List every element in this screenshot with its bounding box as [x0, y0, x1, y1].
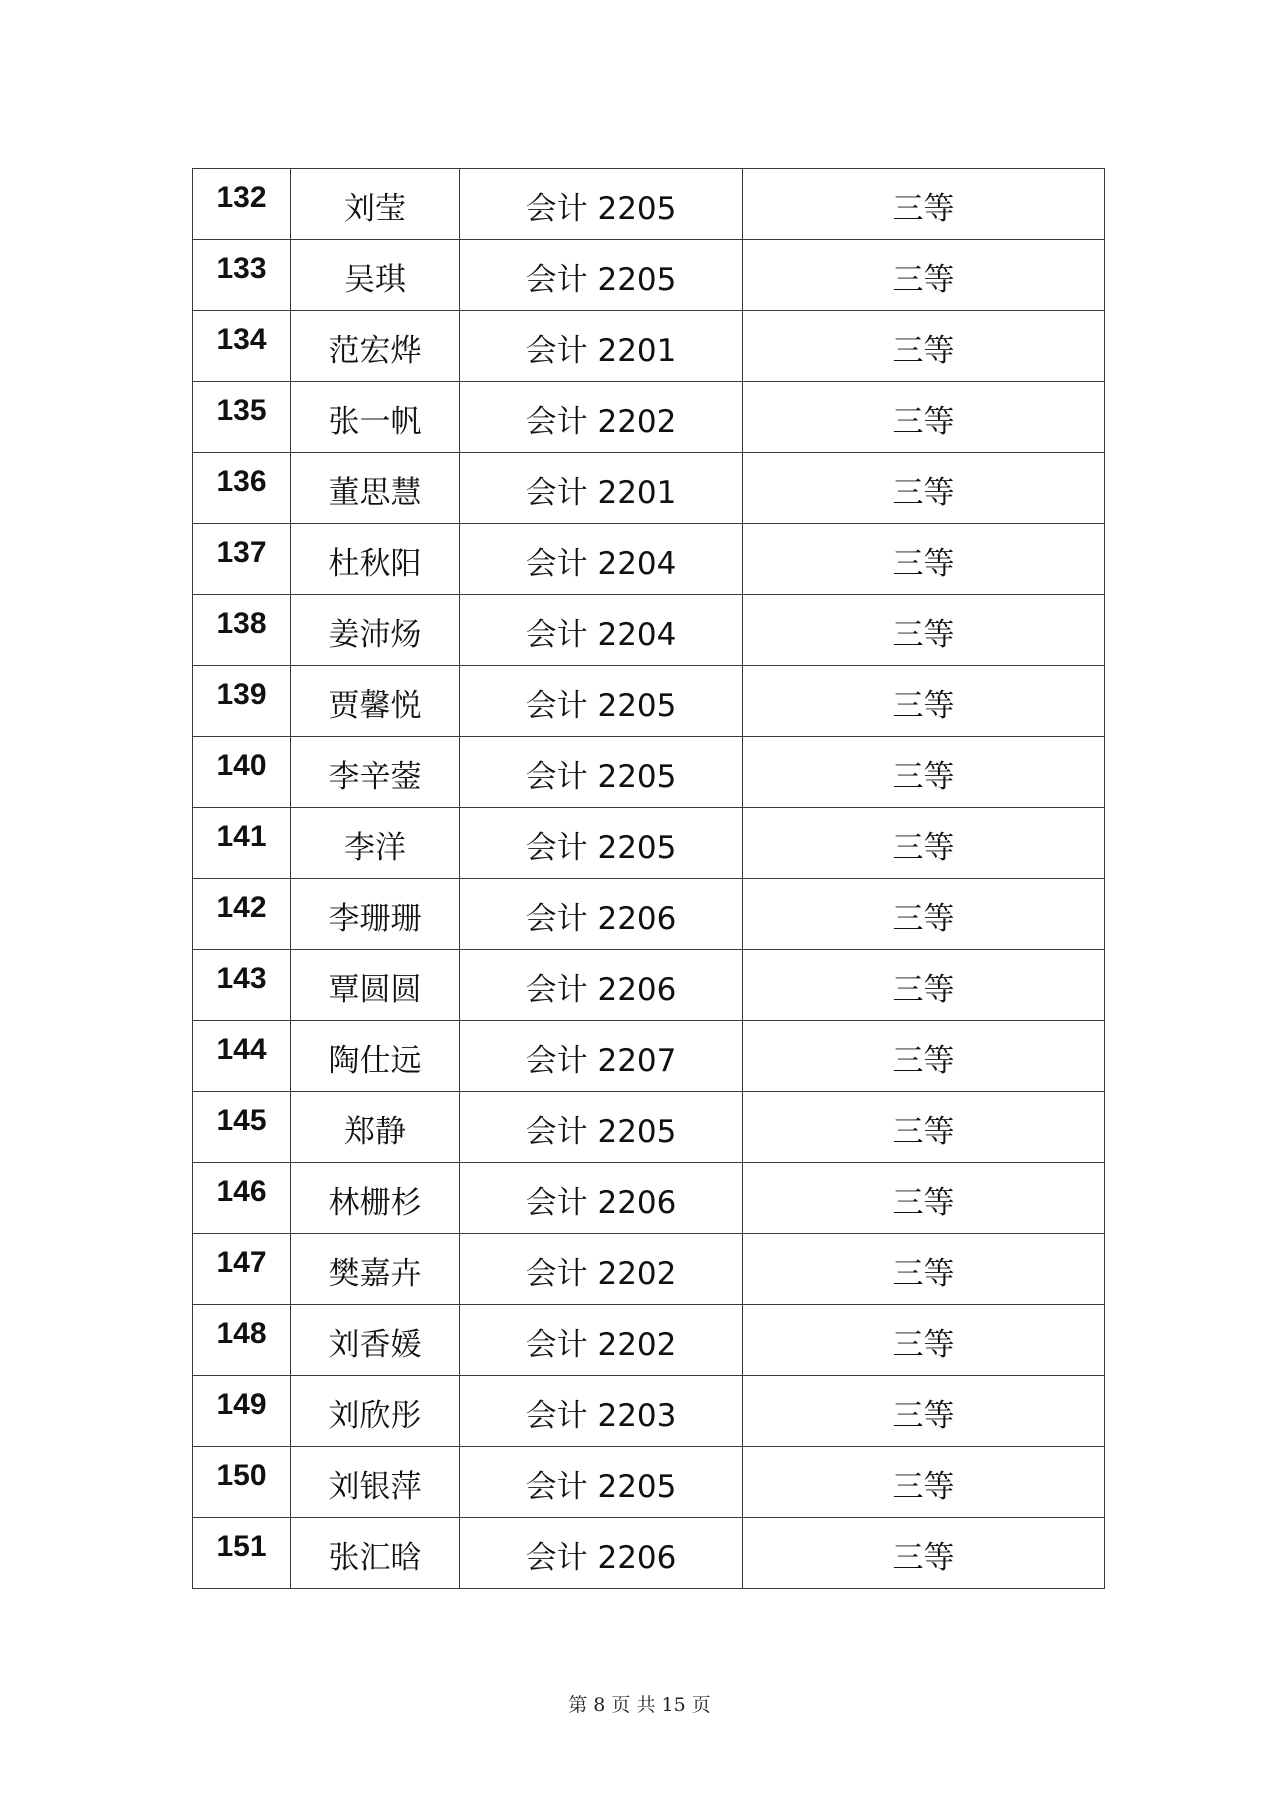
student-name: 董思慧	[328, 474, 422, 511]
table-row	[193, 1163, 1105, 1234]
name-cell	[291, 595, 460, 666]
student-name: 覃圆圆	[328, 971, 422, 1008]
student-name: 刘银萍	[328, 1468, 422, 1505]
row-number: 133	[216, 252, 267, 285]
table-row	[193, 382, 1105, 453]
table-row	[193, 1021, 1105, 1092]
award-level: 三等	[892, 616, 955, 653]
class-name: 会计 2205	[525, 261, 677, 298]
award-level: 三等	[892, 1184, 955, 1221]
table-row	[193, 879, 1105, 950]
class-cell	[460, 1163, 743, 1234]
award-cell	[743, 950, 1105, 1021]
award-cell	[743, 382, 1105, 453]
row-number-cell	[193, 595, 291, 666]
table-row	[193, 1518, 1105, 1589]
name-cell	[291, 1447, 460, 1518]
row-number: 147	[216, 1246, 267, 1279]
class-name: 会计 2207	[525, 1042, 677, 1079]
name-cell	[291, 1163, 460, 1234]
table-row	[193, 950, 1105, 1021]
student-name: 樊嘉卉	[328, 1255, 422, 1292]
row-number: 140	[216, 749, 267, 782]
award-cell	[743, 311, 1105, 382]
table-row	[193, 1092, 1105, 1163]
table-row	[193, 1305, 1105, 1376]
class-cell	[460, 950, 743, 1021]
award-level: 三等	[892, 829, 955, 866]
row-number-cell	[193, 169, 291, 240]
row-number: 148	[216, 1317, 267, 1350]
row-number-cell	[193, 1518, 291, 1589]
student-name: 姜沛炀	[328, 616, 422, 653]
award-cell	[743, 1447, 1105, 1518]
class-name: 会计 2205	[525, 829, 677, 866]
student-name: 刘莹	[344, 190, 406, 227]
name-cell	[291, 808, 460, 879]
award-cell	[743, 595, 1105, 666]
student-name: 林栅杉	[328, 1184, 422, 1221]
class-cell	[460, 1447, 743, 1518]
row-number-cell	[193, 950, 291, 1021]
class-name: 会计 2205	[525, 1468, 677, 1505]
row-number-cell	[193, 453, 291, 524]
table-row	[193, 169, 1105, 240]
row-number-cell	[193, 1021, 291, 1092]
row-number-cell	[193, 737, 291, 808]
row-number: 138	[216, 607, 267, 640]
class-name: 会计 2206	[525, 1539, 677, 1576]
row-number: 151	[216, 1530, 267, 1563]
row-number: 145	[216, 1104, 267, 1137]
award-cell	[743, 808, 1105, 879]
class-cell	[460, 1234, 743, 1305]
class-name: 会计 2205	[525, 758, 677, 795]
class-cell	[460, 524, 743, 595]
student-name: 张汇晗	[328, 1539, 422, 1576]
award-cell	[743, 1092, 1105, 1163]
award-roster-body	[193, 169, 1105, 1589]
row-number: 136	[216, 465, 267, 498]
award-level: 三等	[892, 1539, 955, 1576]
name-cell	[291, 1021, 460, 1092]
row-number-cell	[193, 808, 291, 879]
student-name: 吴琪	[344, 261, 406, 298]
award-level: 三等	[892, 1042, 955, 1079]
award-level: 三等	[892, 1397, 955, 1434]
row-number-cell	[193, 1092, 291, 1163]
class-name: 会计 2201	[525, 474, 677, 511]
award-cell	[743, 169, 1105, 240]
student-name: 范宏烨	[328, 332, 422, 369]
award-level: 三等	[892, 190, 955, 227]
student-name: 李洋	[344, 829, 406, 866]
class-cell	[460, 1376, 743, 1447]
row-number: 135	[216, 394, 267, 427]
class-name: 会计 2202	[525, 1326, 677, 1363]
class-cell	[460, 453, 743, 524]
student-name: 贾馨悦	[328, 687, 422, 724]
award-level: 三等	[892, 1255, 955, 1292]
row-number-cell	[193, 240, 291, 311]
row-number-cell	[193, 1376, 291, 1447]
award-cell	[743, 1021, 1105, 1092]
name-cell	[291, 311, 460, 382]
award-level: 三等	[892, 1326, 955, 1363]
award-level: 三等	[892, 758, 955, 795]
row-number-cell	[193, 524, 291, 595]
table-row	[193, 1376, 1105, 1447]
name-cell	[291, 666, 460, 737]
student-name: 杜秋阳	[328, 545, 422, 582]
award-cell	[743, 1163, 1105, 1234]
award-cell	[743, 240, 1105, 311]
student-name: 郑静	[344, 1113, 406, 1150]
class-cell	[460, 382, 743, 453]
award-cell	[743, 1518, 1105, 1589]
class-name: 会计 2206	[525, 900, 677, 937]
row-number: 146	[216, 1175, 267, 1208]
row-number: 144	[216, 1033, 267, 1066]
name-cell	[291, 950, 460, 1021]
row-number: 139	[216, 678, 267, 711]
student-name: 李珊珊	[328, 900, 422, 937]
name-cell	[291, 382, 460, 453]
award-cell	[743, 737, 1105, 808]
award-level: 三等	[892, 332, 955, 369]
name-cell	[291, 1376, 460, 1447]
class-name: 会计 2203	[525, 1397, 677, 1434]
table-row	[193, 737, 1105, 808]
row-number-cell	[193, 1447, 291, 1518]
name-cell	[291, 1305, 460, 1376]
page-number-label: 第 8 页 共 15 页	[568, 1694, 711, 1716]
row-number: 149	[216, 1388, 267, 1421]
row-number: 143	[216, 962, 267, 995]
name-cell	[291, 737, 460, 808]
award-cell	[743, 453, 1105, 524]
award-level: 三等	[892, 687, 955, 724]
class-name: 会计 2202	[525, 1255, 677, 1292]
row-number-cell	[193, 1305, 291, 1376]
name-cell	[291, 1518, 460, 1589]
class-cell	[460, 1305, 743, 1376]
award-cell	[743, 666, 1105, 737]
student-name: 刘欣彤	[328, 1397, 422, 1434]
table-row	[193, 453, 1105, 524]
class-name: 会计 2204	[525, 545, 677, 582]
name-cell	[291, 453, 460, 524]
row-number: 137	[216, 536, 267, 569]
row-number: 142	[216, 891, 267, 924]
name-cell	[291, 879, 460, 950]
name-cell	[291, 240, 460, 311]
award-cell	[743, 1376, 1105, 1447]
name-cell	[291, 169, 460, 240]
award-level: 三等	[892, 545, 955, 582]
class-cell	[460, 169, 743, 240]
award-level: 三等	[892, 403, 955, 440]
class-cell	[460, 240, 743, 311]
class-name: 会计 2205	[525, 190, 677, 227]
award-cell	[743, 879, 1105, 950]
student-name: 刘香媛	[328, 1326, 422, 1363]
award-level: 三等	[892, 971, 955, 1008]
class-name: 会计 2206	[525, 971, 677, 1008]
row-number: 132	[216, 181, 267, 214]
table-row	[193, 595, 1105, 666]
class-name: 会计 2204	[525, 616, 677, 653]
award-level: 三等	[892, 1468, 955, 1505]
class-name: 会计 2206	[525, 1184, 677, 1221]
class-name: 会计 2201	[525, 332, 677, 369]
table-row	[193, 240, 1105, 311]
student-name: 李辛蓥	[328, 758, 422, 795]
row-number: 150	[216, 1459, 267, 1492]
class-cell	[460, 666, 743, 737]
class-cell	[460, 808, 743, 879]
row-number-cell	[193, 666, 291, 737]
award-cell	[743, 1305, 1105, 1376]
row-number-cell	[193, 1163, 291, 1234]
class-cell	[460, 1518, 743, 1589]
award-level: 三等	[892, 1113, 955, 1150]
class-cell	[460, 1021, 743, 1092]
student-name: 张一帆	[328, 403, 422, 440]
class-cell	[460, 595, 743, 666]
award-level: 三等	[892, 261, 955, 298]
table-row	[193, 1447, 1105, 1518]
table-row	[193, 524, 1105, 595]
award-cell	[743, 524, 1105, 595]
student-name: 陶仕远	[328, 1042, 422, 1079]
row-number: 134	[216, 323, 267, 356]
table-row	[193, 311, 1105, 382]
row-number: 141	[216, 820, 267, 853]
name-cell	[291, 1092, 460, 1163]
class-cell	[460, 879, 743, 950]
class-name: 会计 2205	[525, 1113, 677, 1150]
award-roster-table	[192, 168, 1105, 1589]
class-cell	[460, 737, 743, 808]
name-cell	[291, 524, 460, 595]
page-footer	[0, 1690, 1279, 1717]
row-number-cell	[193, 382, 291, 453]
table-row	[193, 666, 1105, 737]
table-row	[193, 808, 1105, 879]
award-cell	[743, 1234, 1105, 1305]
row-number-cell	[193, 879, 291, 950]
class-name: 会计 2205	[525, 687, 677, 724]
class-cell	[460, 1092, 743, 1163]
award-level: 三等	[892, 900, 955, 937]
class-name: 会计 2202	[525, 403, 677, 440]
table-row	[193, 1234, 1105, 1305]
name-cell	[291, 1234, 460, 1305]
award-level: 三等	[892, 474, 955, 511]
class-cell	[460, 311, 743, 382]
row-number-cell	[193, 311, 291, 382]
row-number-cell	[193, 1234, 291, 1305]
